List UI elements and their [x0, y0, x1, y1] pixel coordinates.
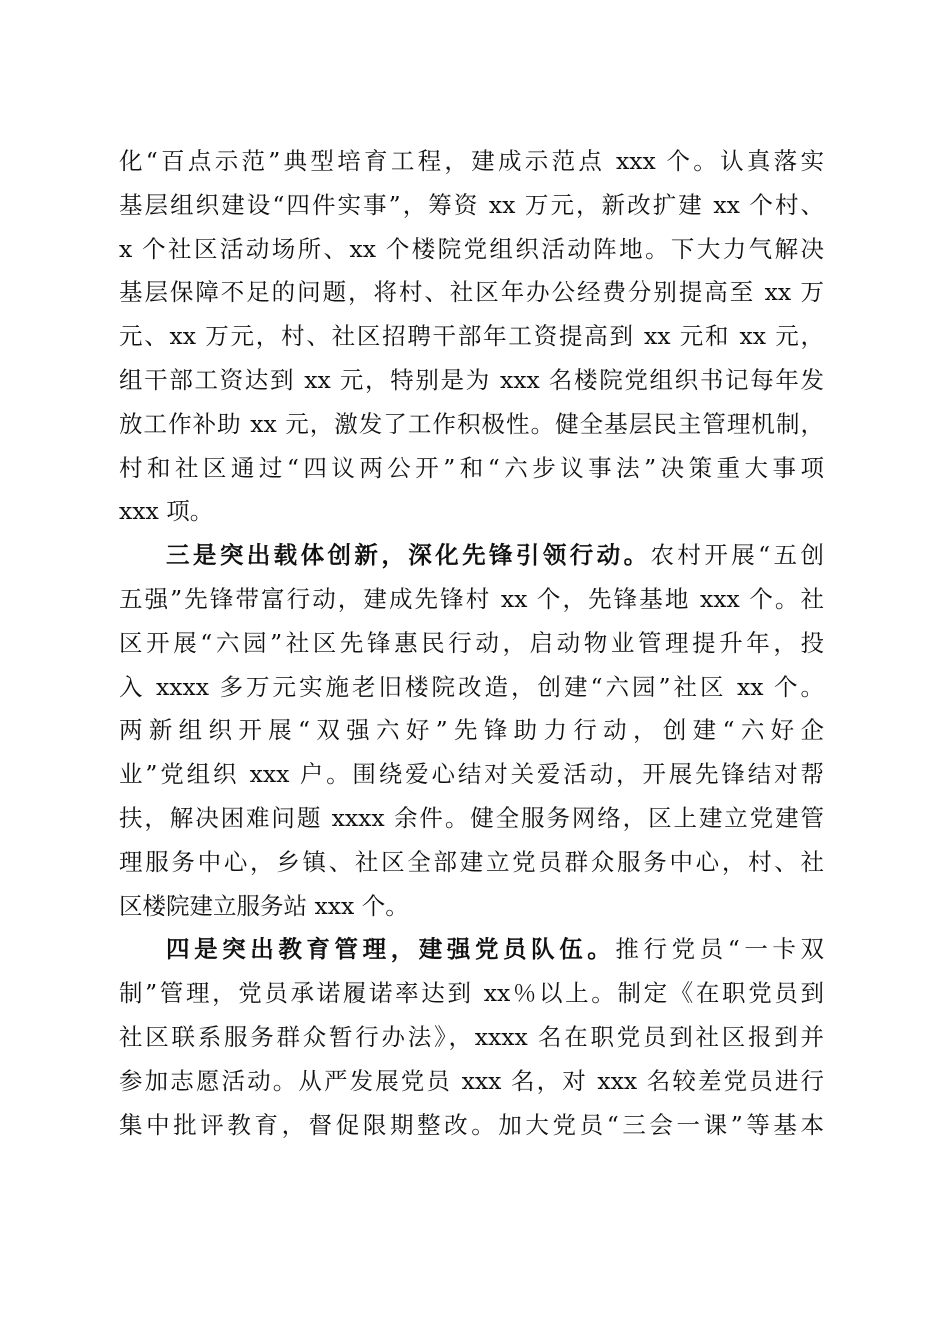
text-line: [119, 928, 824, 972]
text-line: x 个社区活动场所、xx 个楼院党组织活动阵地。下大力气解决: [119, 234, 824, 263]
text-line: 区楼院建立服务站 xxx 个。: [119, 891, 409, 920]
text-line: 组干部工资达到 xx 元，特别是为 xxx 名楼院党组织书记每年发: [119, 365, 824, 394]
paragraph-heading: 四是突出教育管理，建强党员队伍。: [166, 935, 616, 964]
text-run: 农村开展“五创: [650, 541, 824, 570]
text-line: 村和社区通过“四议两公开”和“六步议事法”决策重大事项: [119, 453, 824, 482]
text-run: 推行党员“一卡双: [615, 935, 824, 964]
text-line: [119, 534, 824, 578]
text-line: 理服务中心，乡镇、社区全部建立党员群众服务中心，村、社: [119, 847, 824, 876]
text-line: 入 xxxx 多万元实施老旧楼院改造，创建“六园”社区 xx 个。: [119, 672, 824, 701]
text-line: 元、xx 万元，村、社区招聘干部年工资提高到 xx 元和 xx 元，: [119, 322, 824, 351]
text-line: 社区联系服务群众暂行办法》，xxxx 名在职党员到社区报到并: [119, 1022, 824, 1051]
text-line: 集中批评教育，督促限期整改。加大党员“三会一课”等基本: [119, 1110, 824, 1139]
text-line: 参加志愿活动。从严发展党员 xxx 名，对 xxx 名较差党员进行: [119, 1066, 824, 1095]
paragraph-3: [119, 928, 824, 1147]
paragraph-1: [119, 140, 824, 534]
paragraph-heading: 三是突出载体创新，深化先锋引领行动。: [166, 541, 651, 570]
text-line: 业”党组织 xxx 户。围绕爱心结对关爱活动，开展先锋结对帮: [119, 760, 824, 789]
text-line: 化“百点示范”典型培育工程，建成示范点 xxx 个。认真落实: [119, 147, 824, 175]
text-line: 基层组织建设“四件实事”，筹资 xx 万元，新改扩建 xx 个村、: [119, 190, 824, 219]
text-line: 基层保障不足的问题，将村、社区年办公经费分别提高至 xx 万: [119, 278, 824, 307]
text-line: 放工作补助 xx 元，激发了工作积极性。健全基层民主管理机制，: [119, 409, 824, 438]
text-line: 两新组织开展“双强六好”先锋助力行动，创建“六好企: [119, 716, 824, 745]
text-line: 扶，解决困难问题 xxxx 余件。健全服务网络，区上建立党建管: [119, 803, 824, 832]
paragraph-2: [119, 534, 824, 928]
text-line: 制”管理，党员承诺履诺率达到 xx％以上。制定《在职党员到: [119, 979, 824, 1008]
text-line: 五强”先锋带富行动，建成先锋村 xx 个，先锋基地 xxx 个。社: [119, 584, 824, 613]
document-body: [119, 140, 824, 1147]
text-line: xxx 项。: [119, 497, 214, 526]
text-line: 区开展“六园”社区先锋惠民行动，启动物业管理提升年，投: [119, 628, 824, 657]
